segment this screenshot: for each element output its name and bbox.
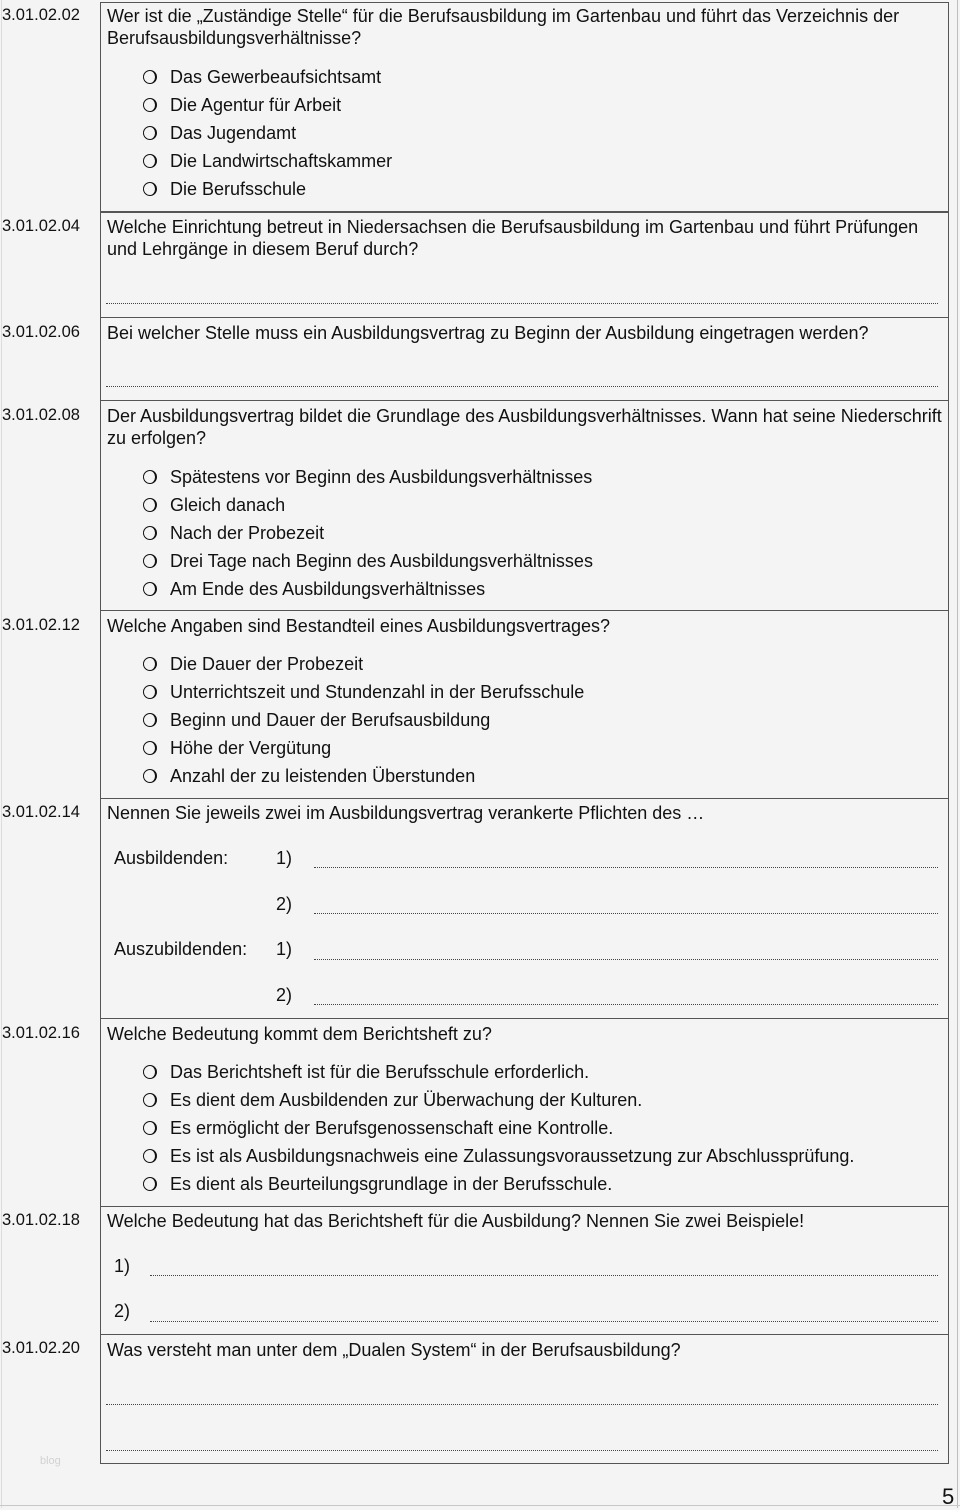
answer-line[interactable] bbox=[314, 1004, 938, 1005]
answer-option[interactable] bbox=[143, 466, 592, 488]
radio-circle-icon[interactable] bbox=[143, 713, 157, 727]
option-label: Die Agentur für Arbeit bbox=[170, 95, 342, 115]
answer-option[interactable] bbox=[143, 1145, 854, 1167]
item-number: 2) bbox=[276, 894, 293, 914]
answer-line[interactable] bbox=[106, 1450, 938, 1451]
radio-circle-icon[interactable] bbox=[143, 70, 157, 84]
page-edge bbox=[957, 0, 958, 1508]
item-number: 2) bbox=[276, 985, 293, 1005]
radio-circle-icon[interactable] bbox=[143, 1093, 157, 1107]
option-label: Die Dauer der Probezeit bbox=[170, 654, 364, 674]
question-number: 3.01.02.08 bbox=[2, 406, 80, 424]
answer-line[interactable] bbox=[314, 913, 938, 914]
item-number: 2) bbox=[114, 1301, 131, 1321]
radio-circle-icon[interactable] bbox=[143, 741, 157, 755]
answer-option[interactable] bbox=[143, 737, 331, 759]
question-number: 3.01.02.14 bbox=[2, 803, 80, 821]
answer-line[interactable] bbox=[150, 1321, 938, 1322]
item-number: 1) bbox=[114, 1256, 131, 1276]
answer-option[interactable] bbox=[143, 578, 485, 600]
answer-option[interactable] bbox=[143, 653, 363, 675]
answer-option[interactable] bbox=[143, 178, 306, 200]
group-label: Ausbildenden: bbox=[114, 848, 229, 868]
answer-line[interactable] bbox=[314, 959, 938, 960]
question-number: 3.01.02.02 bbox=[2, 6, 80, 24]
option-label: Die Berufsschule bbox=[170, 179, 307, 199]
question-text: Welche Bedeutung kommt dem Berichtsheft zu? bbox=[107, 1024, 492, 1044]
option-label: Es dient dem Ausbildenden zur Überwachung der Kulturen. bbox=[170, 1090, 643, 1110]
question-number: 3.01.02.06 bbox=[2, 323, 80, 341]
answer-option[interactable] bbox=[143, 709, 490, 731]
answer-option[interactable] bbox=[143, 122, 296, 144]
answer-option[interactable] bbox=[143, 1061, 589, 1083]
question-number: 3.01.02.16 bbox=[2, 1024, 80, 1042]
option-label: Das Berichtsheft ist für die Berufsschule erforderlich. bbox=[170, 1062, 590, 1082]
option-label: Nach der Probezeit bbox=[170, 523, 325, 543]
option-label: Das Jugendamt bbox=[170, 123, 297, 143]
radio-circle-icon[interactable] bbox=[143, 1065, 157, 1079]
answer-option[interactable] bbox=[143, 494, 285, 516]
question-number: 3.01.02.04 bbox=[2, 217, 80, 235]
question-text: Welche Bedeutung hat das Berichtsheft für die Ausbildung? Nennen Sie zwei Beispiele! bbox=[107, 1211, 805, 1231]
question-number: 3.01.02.12 bbox=[2, 616, 80, 634]
radio-circle-icon[interactable] bbox=[143, 126, 157, 140]
radio-circle-icon[interactable] bbox=[143, 554, 157, 568]
option-label: Es ist als Ausbildungsnachweis eine Zulassungsvoraussetzung zur Abschlussprüfung. bbox=[170, 1146, 855, 1166]
radio-circle-icon[interactable] bbox=[143, 1149, 157, 1163]
radio-circle-icon[interactable] bbox=[143, 582, 157, 596]
watermark: blog bbox=[40, 1455, 61, 1467]
item-number: 1) bbox=[276, 939, 293, 959]
question-number: 3.01.02.18 bbox=[2, 1211, 80, 1229]
radio-circle-icon[interactable] bbox=[143, 1177, 157, 1191]
question-text: Wer ist die „Zuständige Stelle“ für die Berufsausbildung im Gartenbau und führt das Verzeichnis der Berufsausbildungsverhältnisse? bbox=[107, 6, 900, 48]
question-text: Was versteht man unter dem „Dualen System“ in der Berufsausbildung? bbox=[107, 1340, 681, 1360]
question-box bbox=[100, 798, 949, 1019]
answer-line[interactable] bbox=[314, 867, 938, 868]
option-label: Gleich danach bbox=[170, 495, 286, 515]
option-label: Spätestens vor Beginn des Ausbildungsverhältnisses bbox=[170, 467, 593, 487]
group-label: Auszubildenden: bbox=[114, 939, 248, 959]
radio-circle-icon[interactable] bbox=[143, 498, 157, 512]
option-label: Unterrichtszeit und Stundenzahl in der Berufsschule bbox=[170, 682, 585, 702]
page-edge bbox=[0, 1505, 960, 1506]
question-text: Nennen Sie jeweils zwei im Ausbildungsvertrag verankerte Pflichten des … bbox=[107, 803, 705, 823]
option-label: Am Ende des Ausbildungsverhältnisses bbox=[170, 579, 486, 599]
answer-option[interactable] bbox=[143, 1173, 612, 1195]
answer-option[interactable] bbox=[143, 550, 593, 572]
question-text: Der Ausbildungsvertrag bildet die Grundlage des Ausbildungsverhältnisses. Wann hat seine Niederschrift zu erfolgen? bbox=[107, 406, 942, 448]
option-label: Die Landwirtschaftskammer bbox=[170, 151, 393, 171]
answer-option[interactable] bbox=[143, 681, 584, 703]
question-number: 3.01.02.20 bbox=[2, 1339, 80, 1357]
answer-option[interactable] bbox=[143, 66, 381, 88]
radio-circle-icon[interactable] bbox=[143, 769, 157, 783]
radio-circle-icon[interactable] bbox=[143, 657, 157, 671]
answer-option[interactable] bbox=[143, 1117, 613, 1139]
radio-circle-icon[interactable] bbox=[143, 182, 157, 196]
answer-option[interactable] bbox=[143, 765, 475, 787]
option-label: Beginn und Dauer der Berufsausbildung bbox=[170, 710, 491, 730]
answer-line[interactable] bbox=[106, 303, 938, 304]
radio-circle-icon[interactable] bbox=[143, 154, 157, 168]
radio-circle-icon[interactable] bbox=[143, 98, 157, 112]
radio-circle-icon[interactable] bbox=[143, 526, 157, 540]
radio-circle-icon[interactable] bbox=[143, 685, 157, 699]
option-label: Drei Tage nach Beginn des Ausbildungsverhältnisses bbox=[170, 551, 593, 571]
question-text: Welche Einrichtung betreut in Niedersachsen die Berufsausbildung im Gartenbau und führt Prüfungen und Lehrgänge in diesem Beruf durch? bbox=[107, 217, 919, 259]
question-text: Bei welcher Stelle muss ein Ausbildungsvertrag zu Beginn der Ausbildung eingetragen werden? bbox=[107, 323, 869, 343]
page-number: 5 bbox=[942, 1484, 955, 1509]
answer-option[interactable] bbox=[143, 150, 392, 172]
radio-circle-icon[interactable] bbox=[143, 1121, 157, 1135]
question-text: Welche Angaben sind Bestandteil eines Ausbildungsvertrages? bbox=[107, 616, 611, 636]
option-label: Es ermöglicht der Berufsgenossenschaft eine Kontrolle. bbox=[170, 1118, 614, 1138]
radio-circle-icon[interactable] bbox=[143, 470, 157, 484]
option-label: Das Gewerbeaufsichtsamt bbox=[170, 67, 382, 87]
option-label: Anzahl der zu leistenden Überstunden bbox=[170, 766, 476, 786]
answer-option[interactable] bbox=[143, 94, 341, 116]
option-label: Höhe der Vergütung bbox=[170, 738, 332, 758]
answer-line[interactable] bbox=[150, 1275, 938, 1276]
answer-option[interactable] bbox=[143, 1089, 642, 1111]
answer-option[interactable] bbox=[143, 522, 324, 544]
answer-line[interactable] bbox=[106, 1404, 938, 1405]
answer-line[interactable] bbox=[106, 386, 938, 387]
item-number: 1) bbox=[276, 848, 293, 868]
option-label: Es dient als Beurteilungsgrundlage in der Berufsschule. bbox=[170, 1174, 613, 1194]
